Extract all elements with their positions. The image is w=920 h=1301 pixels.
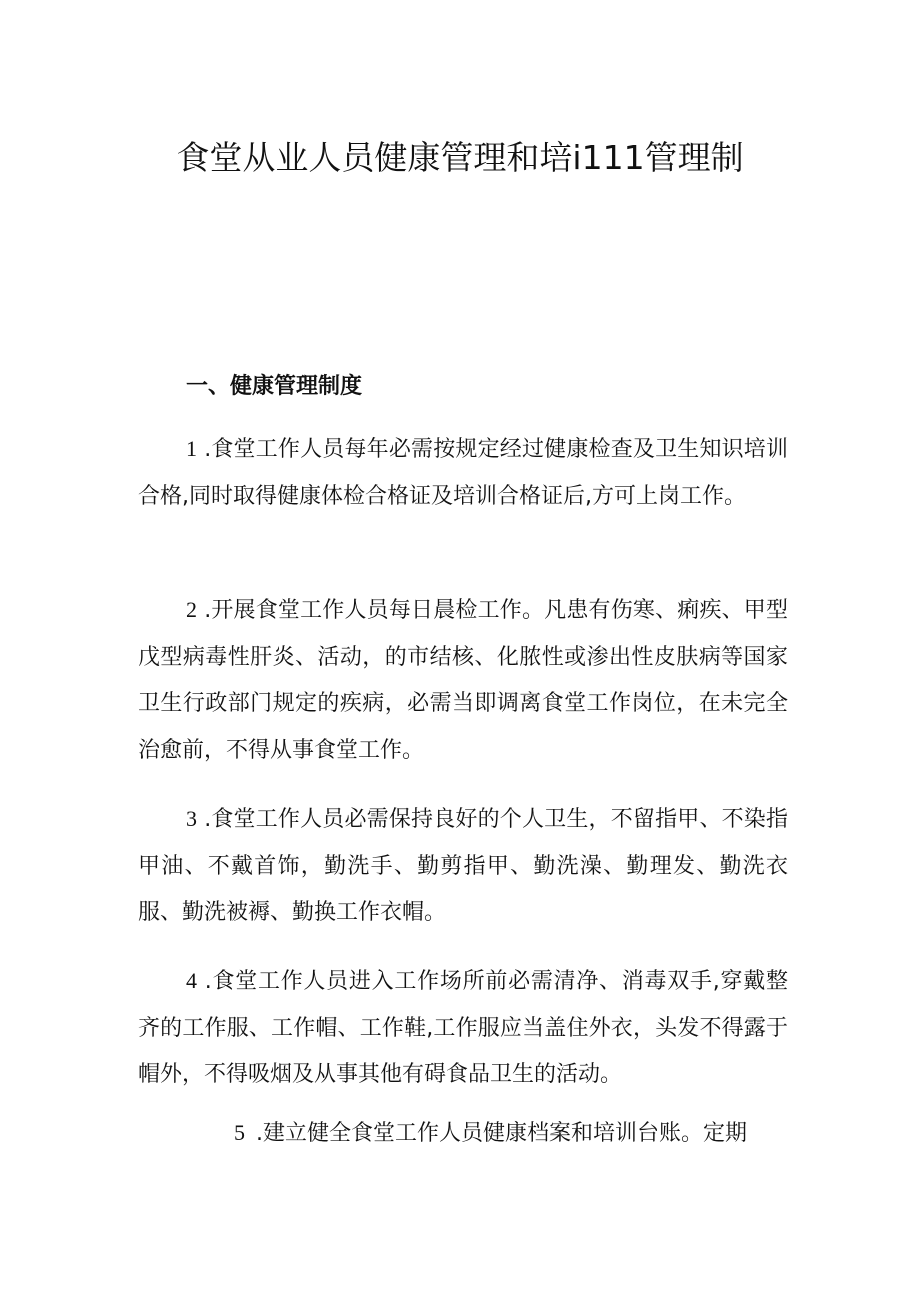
paragraph-4	[138, 958, 788, 1099]
paragraph-text: .开展食堂工作人员每日晨检工作。凡患有伤寒、痢疾、甲型戊型病毒性肝炎、活动，的市结核、化脓性或渗出性皮肤病等国家卫生行政部门规定的疾病，必需当即调离食堂工作岗位，在未完全治愈前，不得从事食堂工作。	[138, 598, 788, 763]
document-title: 食堂从业人员健康管理和培i111管理制	[176, 138, 744, 177]
paragraph-text: .食堂工作人员每年必需按规定经过健康检查及卫生知识培训合格,同时取得健康体检合格证及培训合格证后,方可上岗工作。	[138, 437, 788, 509]
paragraph-number: 1	[186, 436, 197, 461]
paragraph-5	[138, 1110, 788, 1158]
paragraph-3	[138, 796, 788, 937]
paragraph-number: 5	[234, 1120, 245, 1145]
paragraph-text: .建立健全食堂工作人员健康档案和培训台账。定期	[256, 1121, 747, 1146]
paragraph-1	[138, 426, 788, 520]
paragraph-number: 2	[186, 597, 197, 622]
paragraph-number: 3	[186, 806, 197, 831]
paragraph-number: 4	[186, 968, 197, 993]
paragraph-text: .食堂工作人员进入工作场所前必需清净、消毒双手,穿戴整齐的工作服、工作帽、工作鞋,工作服应当盖住外衣，头发不得露于帽外，不得吸烟及从事其他有碍食品卫生的活动。	[138, 969, 788, 1087]
paragraph-2	[138, 587, 788, 774]
section-heading: 一、健康管理制度	[186, 374, 363, 399]
paragraph-text: .食堂工作人员必需保持良好的个人卫生，不留指甲、不染指甲油、不戴首饰，勤洗手、勤剪指甲、勤洗澡、勤理发、勤洗衣服、勤洗被褥、勤换工作衣帽。	[138, 807, 788, 925]
